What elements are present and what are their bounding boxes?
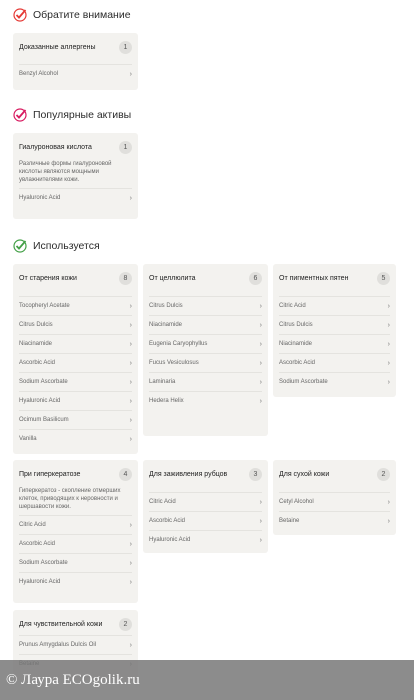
list-item[interactable]: Hyaluronic Acid › [19,572,132,591]
chevron-right-icon: › [129,340,132,348]
chevron-right-icon: › [259,498,262,506]
chevron-right-icon: › [259,302,262,310]
chevron-right-icon: › [129,194,132,202]
list-item[interactable]: Prunus Amygdalus Dulcis Oil › [19,635,132,654]
list-item[interactable]: Tocopheryl Acetate › [19,296,132,315]
card-aging [13,264,138,454]
list-item[interactable]: Hedera Helix › [149,391,262,410]
list-item[interactable]: Sodium Ascorbate › [19,372,132,391]
watermark-text: © Лаура ECOgolik.ru [6,671,140,688]
check-red-icon [13,8,27,22]
chevron-right-icon: › [129,435,132,443]
list-item[interactable]: Niacinamide › [19,334,132,353]
chevron-right-icon: › [259,321,262,329]
list-item[interactable]: Hyaluronic Acid › [149,530,262,549]
card-description: Различные формы гиалуроновой кислоты являются мощными увлажнителями кожи. [19,161,112,183]
count-badge: 4 [119,468,132,481]
card-dry-skin [273,460,396,535]
check-green-icon [13,239,27,253]
chevron-right-icon: › [129,559,132,567]
chevron-right-icon: › [387,302,390,310]
list-item[interactable]: Ocimum Basilicum › [19,410,132,429]
card-title: Для сухой кожи [279,471,330,478]
chevron-right-icon: › [129,641,132,649]
list-item[interactable]: Niacinamide › [149,315,262,334]
chevron-right-icon: › [387,359,390,367]
count-badge: 3 [249,468,262,481]
count-badge: 1 [119,41,132,54]
list-item[interactable]: Cetyl Alcohol › [279,492,390,511]
list-item[interactable]: Ascorbic Acid › [19,353,132,372]
chevron-right-icon: › [129,578,132,586]
count-badge: 6 [249,272,262,285]
watermark-bar [0,660,414,700]
section-attention [13,8,131,22]
list-item[interactable]: Laminaria › [149,372,262,391]
chevron-right-icon: › [129,521,132,529]
chevron-right-icon: › [259,378,262,386]
chevron-right-icon: › [387,321,390,329]
list-item[interactable]: Hyaluronic Acid › [19,391,132,410]
chevron-right-icon: › [129,302,132,310]
list-item[interactable]: Sodium Ascorbate › [279,372,390,391]
list-item[interactable]: Benzyl Alcohol › [19,64,132,83]
list-item[interactable]: Citrus Dulcis › [19,315,132,334]
section-used [13,239,100,253]
card-hyaluronic [13,133,138,219]
list-item[interactable]: Niacinamide › [279,334,390,353]
check-pink-icon [13,108,27,122]
card-title: Доказанные аллергены [19,44,96,51]
list-item[interactable]: Ascorbic Acid › [279,353,390,372]
list-item[interactable]: Citrus Dulcis › [279,315,390,334]
section-title: Используется [33,240,100,252]
chevron-right-icon: › [129,359,132,367]
card-pigment [273,264,396,397]
list-item[interactable]: Betaine › [279,511,390,530]
chevron-right-icon: › [259,359,262,367]
card-allergens [13,33,138,90]
chevron-right-icon: › [259,397,262,405]
chevron-right-icon: › [129,378,132,386]
card-description: Гиперкератоз - скопление отмерших клеток, приводящих к неровности и шершавости кожи. [19,488,121,510]
chevron-right-icon: › [387,498,390,506]
card-scars [143,460,268,553]
section-title: Обратите внимание [33,9,131,21]
card-title: Для заживления рубцов [149,471,228,478]
chevron-right-icon: › [129,397,132,405]
count-badge: 5 [377,272,390,285]
card-title: От старения кожи [19,275,77,282]
card-title: При гиперкератозе [19,471,81,478]
list-item[interactable]: Fucus Vesiculosus › [149,353,262,372]
chevron-right-icon: › [129,540,132,548]
count-badge: 2 [119,618,132,631]
card-title: Гиалуроновая кислота [19,144,92,151]
card-title: Для чувствительной кожи [19,621,103,628]
chevron-right-icon: › [259,340,262,348]
chevron-right-icon: › [259,517,262,525]
card-title: От целлюлита [149,275,196,282]
list-item[interactable]: Sodium Ascorbate › [19,553,132,572]
chevron-right-icon: › [259,536,262,544]
card-hyperkeratosis [13,460,138,603]
list-item[interactable]: Citrus Dulcis › [149,296,262,315]
card-cellulite [143,264,268,436]
chevron-right-icon: › [387,340,390,348]
list-item[interactable]: Hyaluronic Acid › [19,188,132,207]
section-title: Популярные активы [33,109,132,121]
count-badge: 8 [119,272,132,285]
list-item[interactable]: Ascorbic Acid › [149,511,262,530]
list-item[interactable]: Ascorbic Acid › [19,534,132,553]
list-item[interactable]: Citric Acid › [149,492,262,511]
list-item[interactable]: Citric Acid › [279,296,390,315]
count-badge: 2 [377,468,390,481]
chevron-right-icon: › [387,378,390,386]
list-item[interactable]: Vanilla › [19,429,132,448]
chevron-right-icon: › [129,416,132,424]
chevron-right-icon: › [129,321,132,329]
count-badge: 1 [119,141,132,154]
list-item[interactable]: Citric Acid › [19,515,132,534]
chevron-right-icon: › [387,517,390,525]
list-item[interactable]: Eugenia Caryophyllus › [149,334,262,353]
card-title: От пигментных пятен [279,275,349,282]
chevron-right-icon: › [129,70,132,78]
section-popular [13,108,131,122]
